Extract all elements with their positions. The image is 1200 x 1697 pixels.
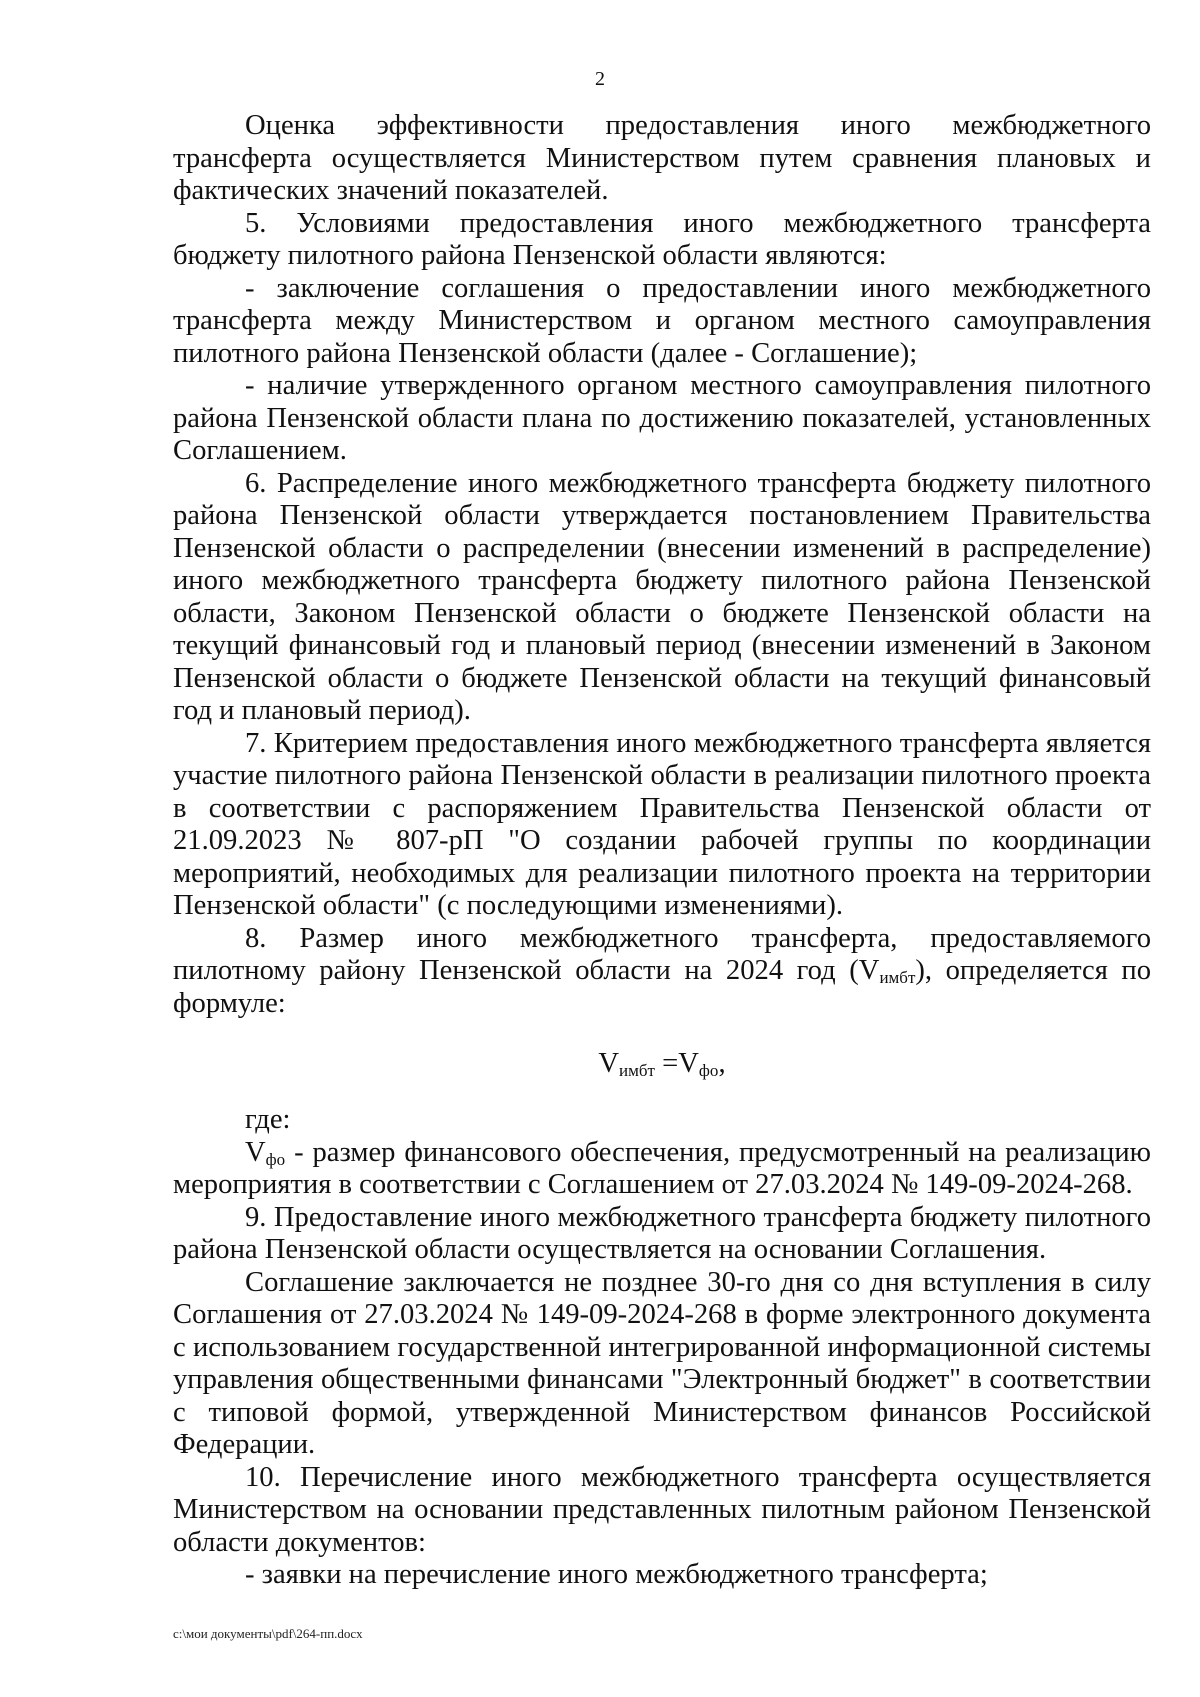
- paragraph-10-transfer: 10. Перечисление иного межбюджетного трансферта осуществляется Министерством на основании представленных пилотным районом Пензенской области документов:: [173, 1461, 1151, 1558]
- definition-text: - размер финансового обеспечения, предусмотренный на реализацию мероприятия в соответствии с Соглашением от 27.03.2024 № 149-09-2024-268.: [173, 1136, 1151, 1200]
- paragraph-8-text-end: ), определяется по формуле:: [173, 955, 1152, 1019]
- paragraph-5-conditions: 5. Условиями предоставления иного межбюджетного трансферта бюджету пилотного района Пензенской области являются:: [173, 207, 1151, 271]
- formula-subscript-imbt: имбт: [619, 1061, 655, 1080]
- footer-file-path: c:\мои документы\pdf\264-пп.docx: [173, 1626, 363, 1641]
- list-item-application: - заявки на перечисление иного межбюджетного трансферта;: [245, 1559, 988, 1590]
- definition-subscript-fo: фо: [265, 1149, 286, 1169]
- list-item-plan: - наличие утвержденного органом местного самоуправления пилотного района Пензенской области плана по достижению показателей, установленных Соглашением.: [173, 370, 1151, 466]
- formula-comma: ,: [718, 1048, 726, 1079]
- where-label: где:: [245, 1104, 291, 1135]
- paragraph-9-provision: 9. Предоставление иного межбюджетного трансферта бюджету пилотного района Пензенской области осуществляется на основании Соглашения.: [173, 1201, 1151, 1265]
- definition-v: V: [245, 1136, 266, 1168]
- paragraph-8-size: [173, 923, 1151, 1021]
- list-item-agreement: - заключение соглашения о предоставлении иного межбюджетного трансферта между Министерством и органом местного самоуправления пилотного района Пензенской области (далее - Соглашение);: [173, 272, 1151, 369]
- page-number: 2: [595, 68, 605, 90]
- subscript-imbt: имбт: [879, 968, 916, 987]
- paragraph-8-text-start: 8. Размер иного межбюджетного трансферта, предоставляемого пилотному району Пензенской области на 2024 год (V: [173, 922, 1151, 986]
- formula-v-imbt: V: [598, 1048, 620, 1079]
- formula: [173, 1038, 1151, 1090]
- paragraph-agreement-terms: Соглашение заключается не позднее 30-го дня со дня вступления в силу Соглашения от 27.03.2024 № 149-09-2024-268 в форме электронного документа с использованием государственной интегрированной информационной системы управления общественными финансами "Электронный бюджет" в соответствии с типовой формой, утвержденной Министерством финансов Российской Федерации.: [173, 1266, 1151, 1460]
- paragraph-6-distribution: 6. Распределение иного межбюджетного трансферта бюджету пилотного района Пензенской области утверждается постановлением Правительства Пензенской области о распределении (внесении изменений в распределение) иного межбюджетного трансферта бюджету пилотного района Пензенской области, Законом Пензенской области о бюджете Пензенской области на текущий финансовый год и плановый период (внесении изменений в Законом Пензенской области о бюджете Пензенской области на текущий финансовый год и плановый период).: [173, 467, 1151, 726]
- definition-v-fo: [173, 1137, 1151, 1202]
- formula-subscript-fo: фо: [698, 1061, 719, 1080]
- paragraph-efficiency-assessment: Оценка эффективности предоставления иного межбюджетного трансферта осуществляется Министерством путем сравнения плановых и фактических значений показателей.: [173, 110, 1151, 206]
- paragraph-7-criterion: 7. Критерием предоставления иного межбюджетного трансферта является участие пилотного района Пензенской области в реализации пилотного проекта в соответствии с распоряжением Правительства Пензенской области от 21.09.2023 № 807-рП "О создании рабочей группы по координации мероприятий, необходимых для реализации пилотного проекта на территории Пензенской области" (с последующими изменениями).: [173, 727, 1151, 921]
- document-body: [173, 110, 1151, 1592]
- formula-equals-v: =V: [654, 1048, 699, 1079]
